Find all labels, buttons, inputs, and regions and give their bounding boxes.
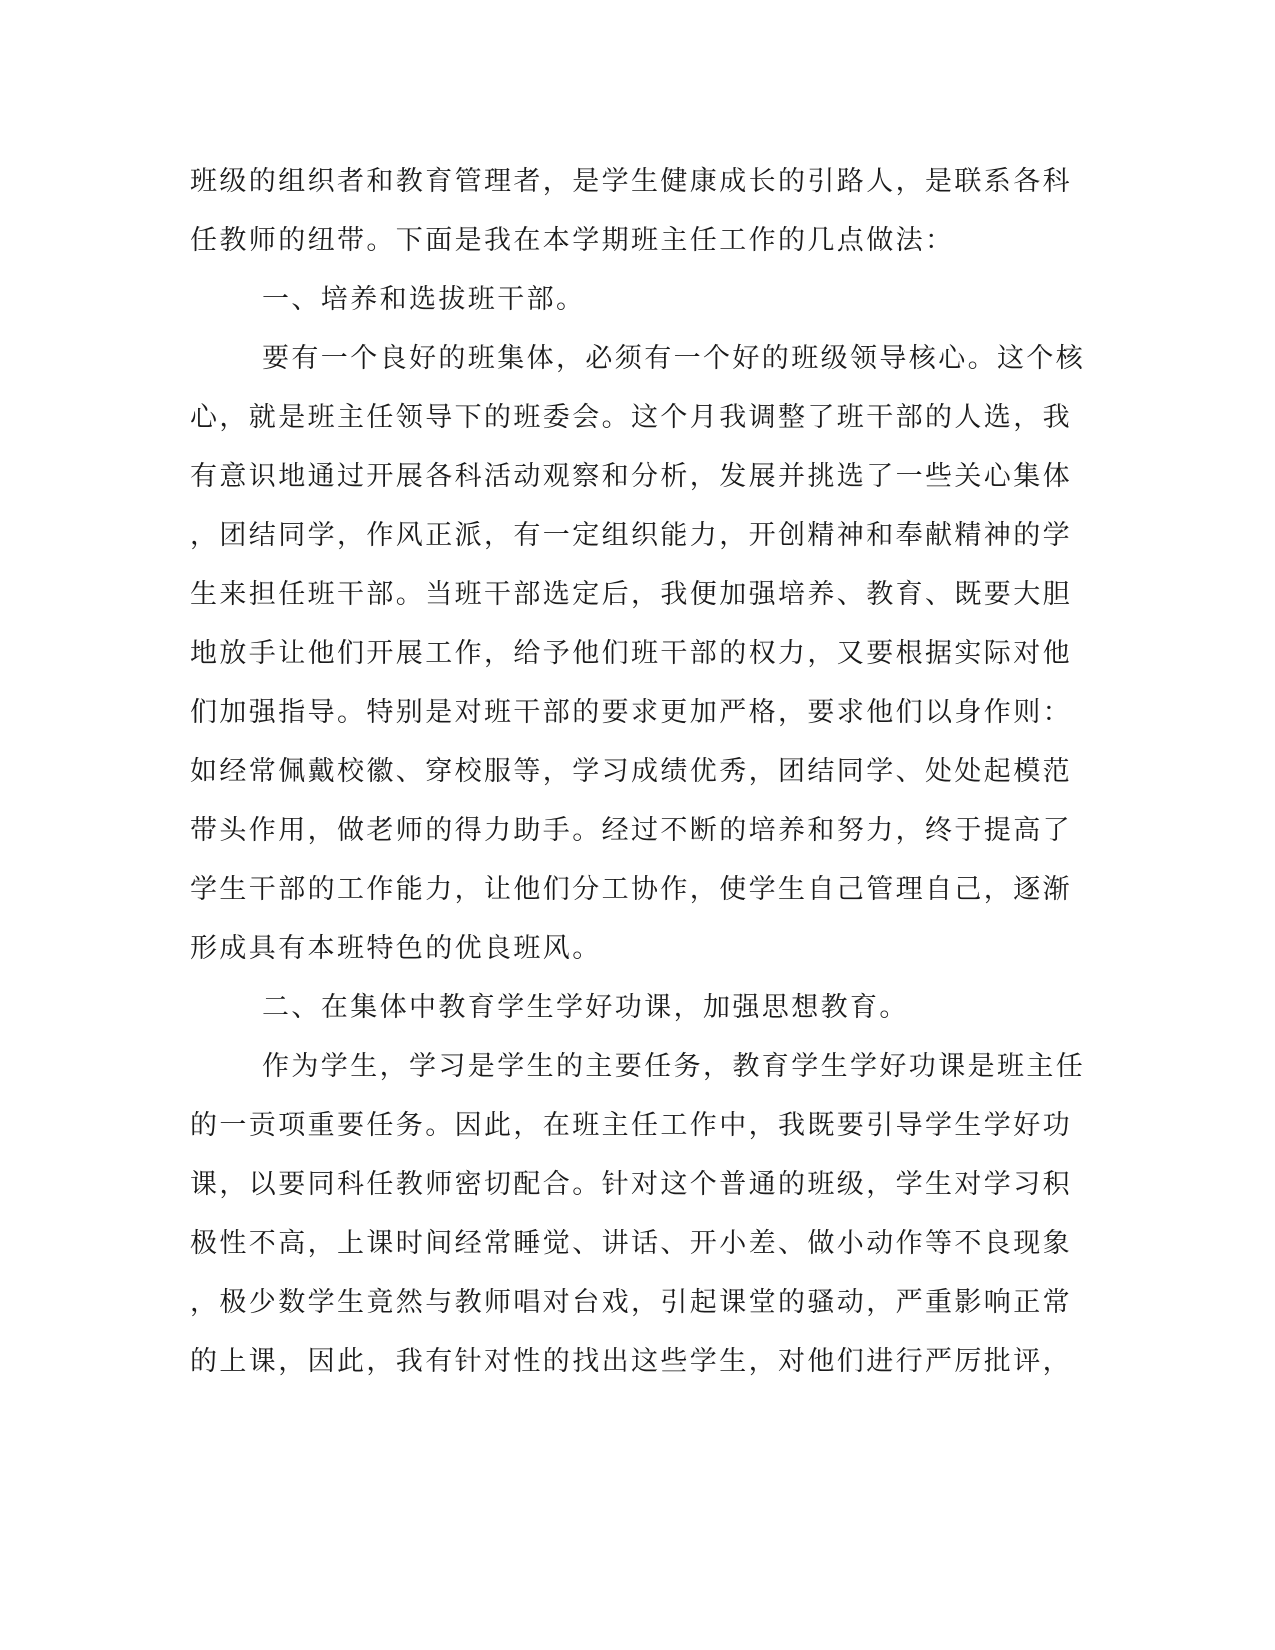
text-line: 心，就是班主任领导下的班委会。这个月我调整了班干部的人选，我 — [190, 402, 1072, 433]
text-line: 课，以要同科任教师密切配合。针对这个普通的班级，学生对学习积 — [190, 1169, 1072, 1200]
text-line: 们加强指导。特别是对班干部的要求更加严格，要求他们以身作则： — [190, 697, 1072, 728]
text-line: 班级的组织者和教育管理者，是学生健康成长的引路人，是联系各科 — [190, 166, 1072, 197]
section-heading: 一、培养和选拔班干部。 — [262, 284, 586, 315]
text-line: 极性不高，上课时间经常睡觉、讲话、开小差、做小动作等不良现象 — [190, 1228, 1072, 1259]
paragraph-first-line: 要有一个良好的班集体，必须有一个好的班级领导核心。这个核 — [262, 343, 1086, 374]
text-line: 生来担任班干部。当班干部选定后，我便加强培养、教育、既要大胆 — [190, 579, 1072, 610]
text-line: ，极少数学生竟然与教师唱对台戏，引起课堂的骚动，严重影响正常 — [190, 1287, 1072, 1318]
text-line: 任教师的纽带。下面是我在本学期班主任工作的几点做法： — [190, 225, 955, 256]
text-line: ，团结同学，作风正派，有一定组织能力，开创精神和奉献精神的学 — [190, 520, 1072, 551]
text-line: 的一贡项重要任务。因此，在班主任工作中，我既要引导学生学好功 — [190, 1110, 1072, 1141]
text-line: 地放手让他们开展工作，给予他们班干部的权力，又要根据实际对他 — [190, 638, 1072, 669]
text-line: 带头作用，做老师的得力助手。经过不断的培养和努力，终于提高了 — [190, 815, 1072, 846]
text-line: 的上课，因此，我有针对性的找出这些学生，对他们进行严厉批评， — [190, 1346, 1072, 1377]
paragraph-first-line: 作为学生，学习是学生的主要任务，教育学生学好功课是班主任 — [262, 1051, 1086, 1082]
text-line: 如经常佩戴校徽、穿校服等，学习成绩优秀，团结同学、处处起模范 — [190, 756, 1072, 787]
section-heading: 二、在集体中教育学生学好功课，加强思想教育。 — [262, 992, 909, 1023]
text-line: 有意识地通过开展各科活动观察和分析，发展并挑选了一些关心集体 — [190, 461, 1072, 492]
text-line: 形成具有本班特色的优良班风。 — [190, 933, 602, 964]
text-line: 学生干部的工作能力，让他们分工协作，使学生自己管理自己，逐渐 — [190, 874, 1072, 905]
